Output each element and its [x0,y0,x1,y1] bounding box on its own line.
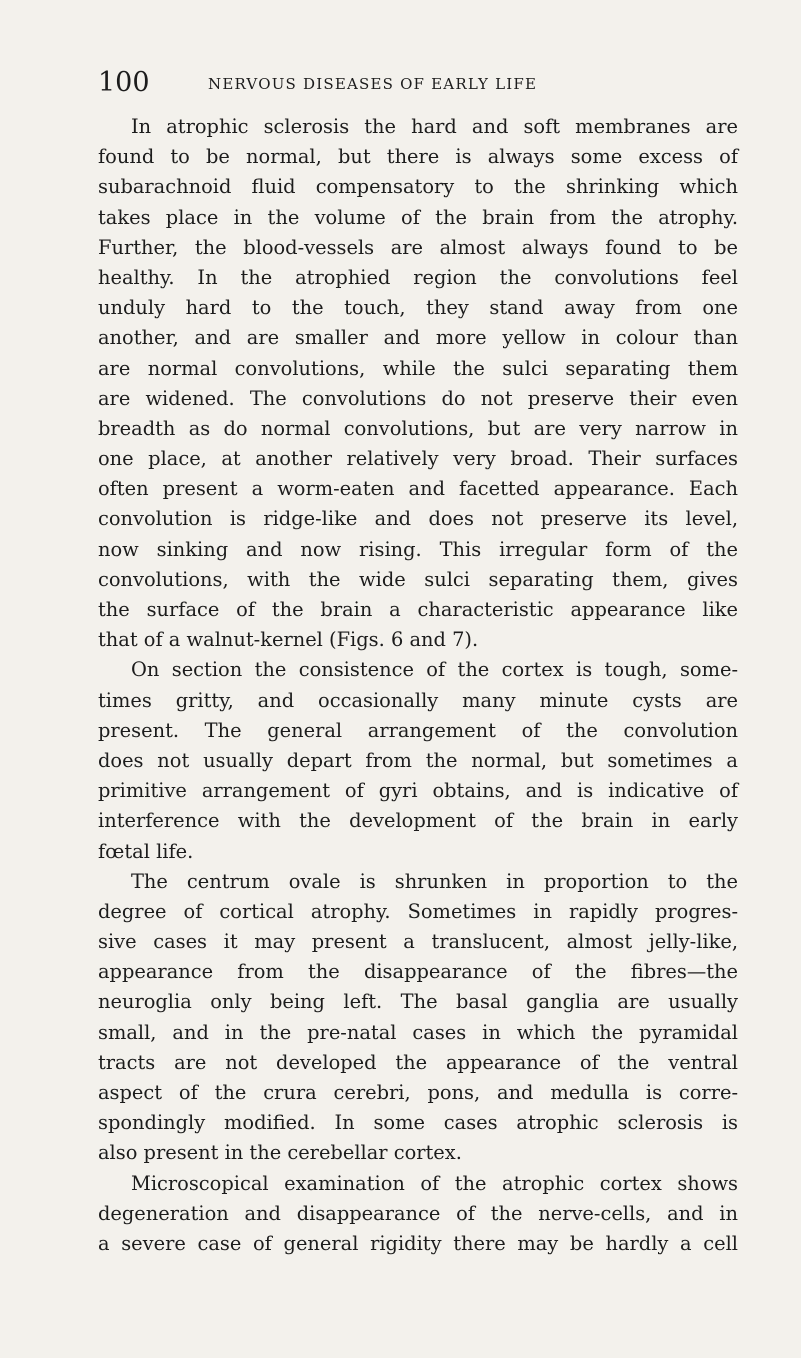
text-line: small, and in the pre-natal cases in which the pyramidal [98,1020,738,1044]
text-line: does not usually depart from the normal, but sometimes a [98,748,738,772]
text-line: convolution is ridge-like and does not preserve its level, [98,507,738,531]
text-line: The centrum ovale is shrunken in proportion to the [131,869,738,893]
text-line: spondingly modified. In some cases atrophic sclerosis is [98,1111,738,1135]
text-line: primitive arrangement of gyri obtains, and is indicative of [98,779,738,803]
body-text [98,112,738,1259]
text-line: convolutions, with the wide sulci separating them, gives [98,567,738,591]
text-line: are widened. The convolutions do not preserve their even [98,386,738,410]
text-line: are normal convolutions, while the sulci separating them [98,356,738,380]
text-line: In atrophic sclerosis the hard and soft membranes are [131,115,738,138]
text-line: degeneration and disappearance of the nerve-cells, and in [98,1201,738,1225]
text-line: appearance from the disappearance of the fibres—the [98,960,738,984]
text-line: another, and are smaller and more yellow in colour than [98,326,738,350]
text-line: fœtal life. [98,839,194,863]
text-line: degree of cortical atrophy. Sometimes in rapidly progres- [98,899,738,923]
page-header [98,63,738,103]
text-line: times gritty, and occasionally many minute cysts are [98,688,738,712]
text-line: sive cases it may present a translucent, almost jelly-like, [98,930,738,954]
text-line: healthy. In the atrophied region the convolutions feel [98,265,738,289]
text-line: also present in the cerebellar cortex. [98,1141,462,1165]
text-line: interference with the development of the brain in early [98,809,738,833]
page-number: 100 [98,67,150,98]
text-line: the surface of the brain a characteristic appearance like [98,598,738,621]
text-line: often present a worm-eaten and facetted appearance. Each [98,477,738,501]
text-line: present. The general arrangement of the convolution [98,718,738,742]
text-line: neuroglia only being left. The basal ganglia are usually [98,990,738,1014]
text-line: one place, at another relatively very broad. Their surfaces [98,447,738,471]
text-line: found to be normal, but there is always some excess of [98,145,738,169]
text-line: On section the consistence of the cortex is tough, some- [131,658,738,682]
text-line: Microscopical examination of the atrophic cortex shows [131,1171,738,1195]
text-line: breadth as do normal convolutions, but are very narrow in [98,416,738,440]
text-line: aspect of the crura cerebri, pons, and medulla is corre- [98,1081,738,1104]
text-line: tracts are not developed the appearance of the ventral [98,1050,738,1074]
text-line: a severe case of general rigidity there may be hardly a cell [98,1231,738,1255]
text-line: that of a walnut-kernel (Figs. 6 and 7). [98,628,479,652]
text-line: subarachnoid fluid compensatory to the shrinking which [98,175,738,199]
text-line: unduly hard to the touch, they stand away from one [98,296,738,320]
text-line: takes place in the volume of the brain from the atrophy. [98,205,738,229]
text-line: now sinking and now rising. This irregular form of the [98,537,738,561]
text-line: Further, the blood-vessels are almost always found to be [98,235,738,259]
running-head: NERVOUS DISEASES OF EARLY LIFE [208,75,538,93]
